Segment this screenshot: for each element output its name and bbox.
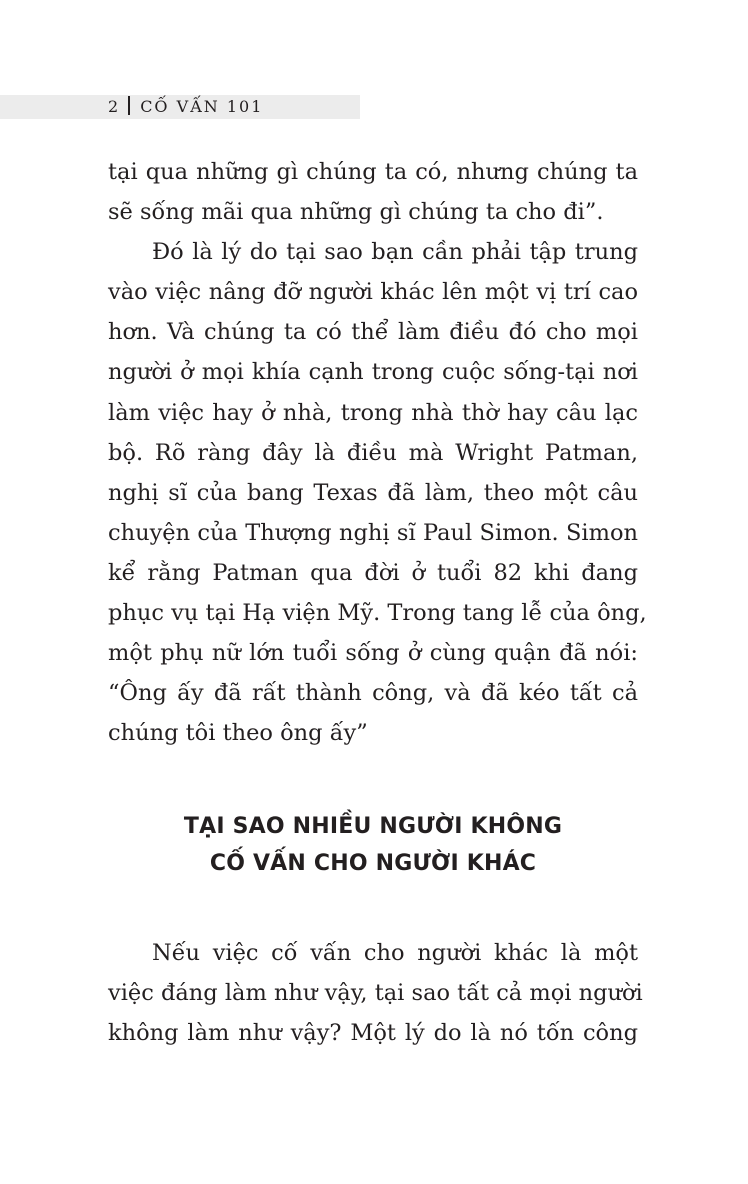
text-line: chuyện của Thượng nghị sĩ Paul Simon. Simon bbox=[108, 519, 638, 546]
text-line: Nếu việc cố vấn cho người khác là một bbox=[152, 940, 638, 966]
text-line: làm việc hay ở nhà, trong nhà thờ hay câu lạc bbox=[108, 399, 638, 426]
text-line: bộ. Rõ ràng đây là điều mà Wright Patman, bbox=[108, 439, 638, 466]
text-line: nghị sĩ của bang Texas đã làm, theo một câu bbox=[108, 479, 638, 506]
running-head bbox=[108, 96, 263, 118]
section-heading-line-2: CỐ VẤN CHO NGƯỜI KHÁC bbox=[209, 851, 537, 876]
page-number: 2 bbox=[108, 97, 121, 116]
body-text-bottom bbox=[108, 933, 643, 1053]
body-text-top bbox=[108, 152, 647, 753]
text-line: vào việc nâng đỡ người khác lên một vị trí cao bbox=[108, 279, 638, 306]
text-line: người ở mọi khía cạnh trong cuộc sống-tại nơi bbox=[108, 359, 638, 386]
section-heading-line-1: TẠI SAO NHIỀU NGƯỜI KHÔNG bbox=[183, 814, 563, 839]
text-line: chúng tôi theo ông ấy” bbox=[108, 720, 368, 747]
text-line: “Ông ấy đã rất thành công, và đã kéo tất cả bbox=[108, 680, 638, 707]
text-line: sẽ sống mãi qua những gì chúng ta cho đi”. bbox=[108, 199, 604, 226]
section-heading bbox=[108, 808, 638, 882]
text-line: kể rằng Patman qua đời ở tuổi 82 khi đang bbox=[108, 559, 638, 586]
text-line: hơn. Và chúng ta có thể làm điều đó cho mọi bbox=[108, 319, 638, 346]
book-title: CỐ VẤN 101 bbox=[140, 97, 264, 116]
text-line: việc đáng làm như vậy, tại sao tất cả mọi người bbox=[108, 980, 643, 1007]
header-separator bbox=[128, 96, 130, 115]
text-line: Đó là lý do tại sao bạn cần phải tập trung bbox=[152, 239, 638, 266]
text-line: phục vụ tại Hạ viện Mỹ. Trong tang lễ của ông, bbox=[108, 600, 647, 627]
text-line: không làm như vậy? Một lý do là nó tốn công bbox=[108, 1020, 638, 1047]
text-line: một phụ nữ lớn tuổi sống ở cùng quận đã nói: bbox=[108, 640, 638, 667]
text-line: tại qua những gì chúng ta có, nhưng chúng ta bbox=[108, 159, 638, 185]
